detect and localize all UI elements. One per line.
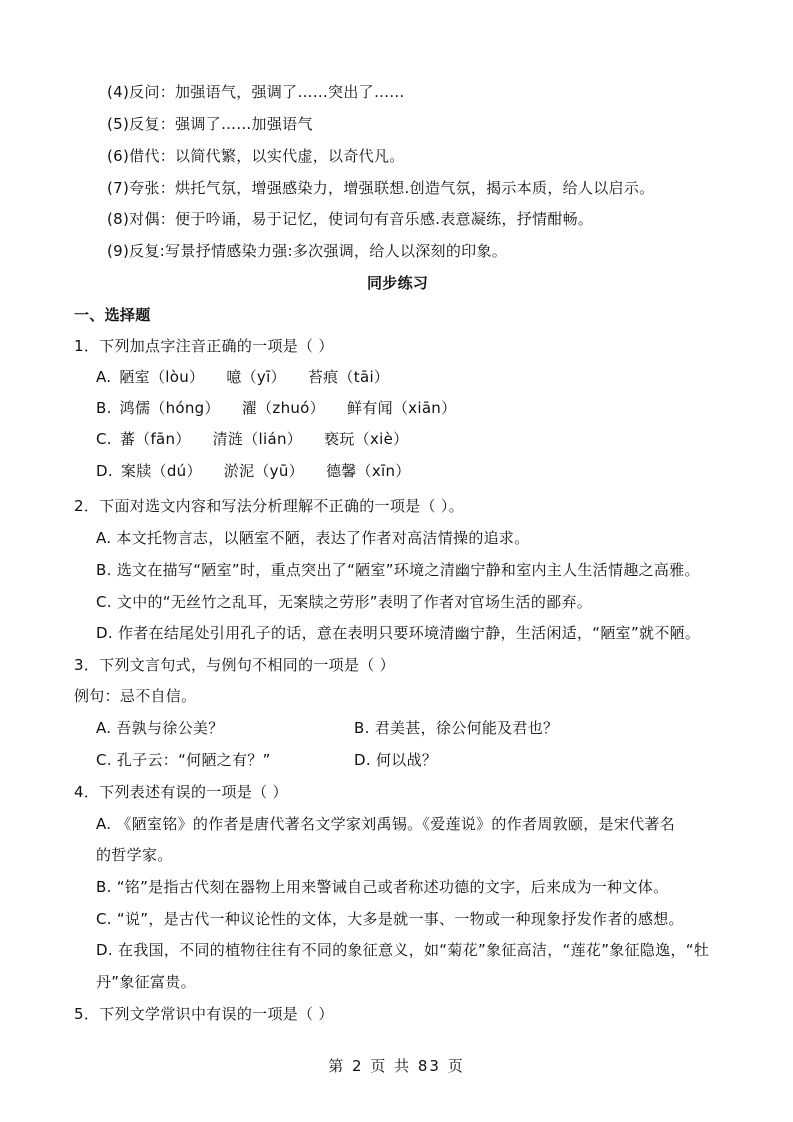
- question-stem: 5．下列文学常识中有误的一项是（ ）: [74, 1005, 334, 1023]
- option-word: 噫（yī）: [226, 368, 286, 386]
- option-d-cont: 丹”象征富贵。: [96, 973, 196, 991]
- option-d: D. 作者在结尾处引用孔子的话，意在表明只要环境清幽宁静，生活闲适，“陋室”就不陋。: [96, 624, 701, 642]
- option-label: A.: [96, 368, 112, 386]
- option-b: B. 君美甚，徐公何能及君也？: [354, 719, 559, 737]
- rhetoric-item: (5)反复：强调了……加强语气: [107, 115, 313, 133]
- option-a: A. 本文托物言志，以陋室不陋，表达了作者对高洁情操的追求。: [96, 529, 530, 547]
- option-a: A. 吾孰与徐公美？: [96, 719, 224, 737]
- rhetoric-item: (8)对偶：便于吟诵，易于记忆，使词句有音乐感.表意凝练，抒情酣畅。: [107, 210, 594, 228]
- option-word: 淤泥（yū）: [223, 462, 304, 480]
- option-label: C.: [96, 430, 112, 448]
- option-d: D. 在我国，不同的植物往往有不同的象征意义，如“菊花”象征高洁，“莲花”象征隐逸，“牡: [96, 941, 710, 959]
- option-c: C. “说”，是古代一种议论性的文体，大多是就一事、一物或一种现象抒发作者的感想。: [96, 910, 684, 928]
- question-stem: 2．下面对选文内容和写法分析理解不正确的一项是（ ）。: [74, 497, 464, 515]
- option-word: 亵玩（xiè）: [324, 430, 409, 448]
- option-c: C. 文中的“无丝竹之乱耳，无案牍之劳形”表明了作者对官场生活的鄙弃。: [96, 593, 593, 611]
- option-word: 德馨（xīn）: [325, 462, 411, 480]
- option-row: [96, 750, 438, 770]
- option-word: 陋室（lòu）: [119, 368, 205, 386]
- page-footer: 第 2 页 共 83 页: [328, 1057, 465, 1075]
- option-d: D. 何以战？: [354, 751, 438, 769]
- rhetoric-item: (9)反复:写景抒情感染力强:多次强调，给人以深刻的印象。: [107, 242, 508, 260]
- option-b: B. 选文在描写“陋室”时，重点突出了“陋室”环境之清幽宁静和室内主人生活情趣之高雅。: [96, 561, 700, 579]
- option-word: 濯（zhuó）: [241, 399, 325, 417]
- example-sentence: 例句：忌不自信。: [74, 687, 197, 705]
- option-label: B.: [96, 399, 112, 417]
- option-word: 清涟（lián）: [212, 430, 303, 448]
- option-d: [96, 461, 433, 481]
- option-word: 鸿儒（hóng）: [119, 399, 220, 417]
- question-stem: 1．下列加点字注音正确的一项是（ ）: [74, 337, 334, 355]
- option-word: 鲜有闻（xiān）: [346, 399, 457, 417]
- option-word: 苔痕（tāi）: [307, 368, 390, 386]
- option-c: [96, 429, 430, 449]
- section-title: 同步练习: [367, 274, 429, 292]
- option-word: 蕃（fān）: [119, 430, 191, 448]
- option-label: D.: [96, 462, 113, 480]
- question-stem: 3．下列文言句式，与例句不相同的一项是（ ）: [74, 656, 395, 674]
- rhetoric-item: (4)反问：加强语气，强调了……突出了……: [107, 83, 405, 101]
- option-a: A. 《陋室铭》的作者是唐代著名文学家刘禹锡。《爱莲说》的作者周敦颐，是宋代著名: [96, 815, 676, 833]
- part-heading: 一、选择题: [74, 306, 151, 324]
- option-b: [96, 398, 478, 418]
- option-row: [96, 718, 559, 738]
- option-word: 案牍（dú）: [120, 462, 202, 480]
- question-stem: 4．下列表述有误的一项是（ ）: [74, 783, 288, 801]
- option-b: B. “铭”是指古代刻在器物上用来警诫自己或者称述功德的文字，后来成为一种文体。: [96, 878, 669, 896]
- option-a: [96, 367, 411, 387]
- rhetoric-item: (7)夸张：烘托气氛，增强感染力，增强联想.创造气氛，揭示本质，给人以启示。: [107, 179, 655, 197]
- option-c: C. 孔子云：“何陋之有？”: [96, 751, 271, 769]
- rhetoric-item: (6)借代：以简代繁，以实代虚，以奇代凡。: [107, 147, 405, 165]
- option-a-cont: 的哲学家。: [96, 846, 173, 864]
